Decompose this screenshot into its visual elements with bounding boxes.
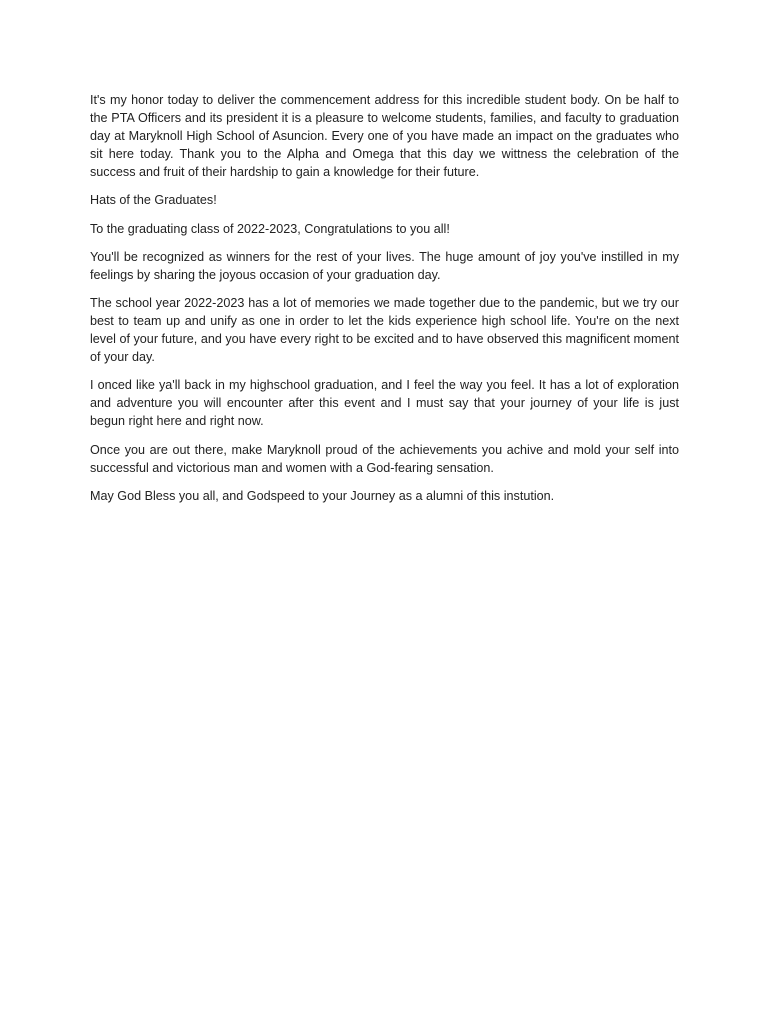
paragraph-hats-off: Hats of the Graduates! [90, 193, 217, 208]
document-body [90, 91, 679, 515]
paragraph-closing: May God Bless you all, and Godspeed to your Journey as a alumni of this instution. [90, 488, 555, 503]
paragraph-journey: I onced like ya'll back in my highschool graduation, and I feel the way you feel. It has a lot of exploration and adventure you will encounter after this event and I must say that your journey of your life is just begun right here and right now. [90, 378, 679, 429]
paragraph-congratulations: To the graduating class of 2022-2023, Congratulations to you all! [90, 221, 450, 236]
paragraph-winners: You'll be recognized as winners for the rest of your lives. The huge amount of joy you've instilled in my feelings by sharing the joyous occasion of your graduation day. [90, 249, 679, 282]
paragraph-opening: It's my honor today to deliver the commencement address for this incredible student body. On be half to the PTA Officers and its president it is a pleasure to welcome students, families, and faculty to graduation day at Maryknoll High School of Asuncion. Every one of you have made an impact on the graduates who sit here today. Thank you to the Alpha and Omega that this day we wittness the celebration of the success and fruit of their hardship to gain a knowledge for their future. [90, 93, 679, 180]
paragraph-maryknoll-proud: Once you are out there, make Maryknoll proud of the achievements you achive and mold your self into successful and victorious man and women with a God-fearing sensation. [90, 442, 679, 475]
paragraph-school-year: The school year 2022-2023 has a lot of memories we made together due to the pandemic, but we try our best to team up and unify as one in order to let the kids experience high school life. You're on the next level of your future, and you have every right to be excited and to have observed this magnificent moment of your day. [90, 295, 679, 365]
